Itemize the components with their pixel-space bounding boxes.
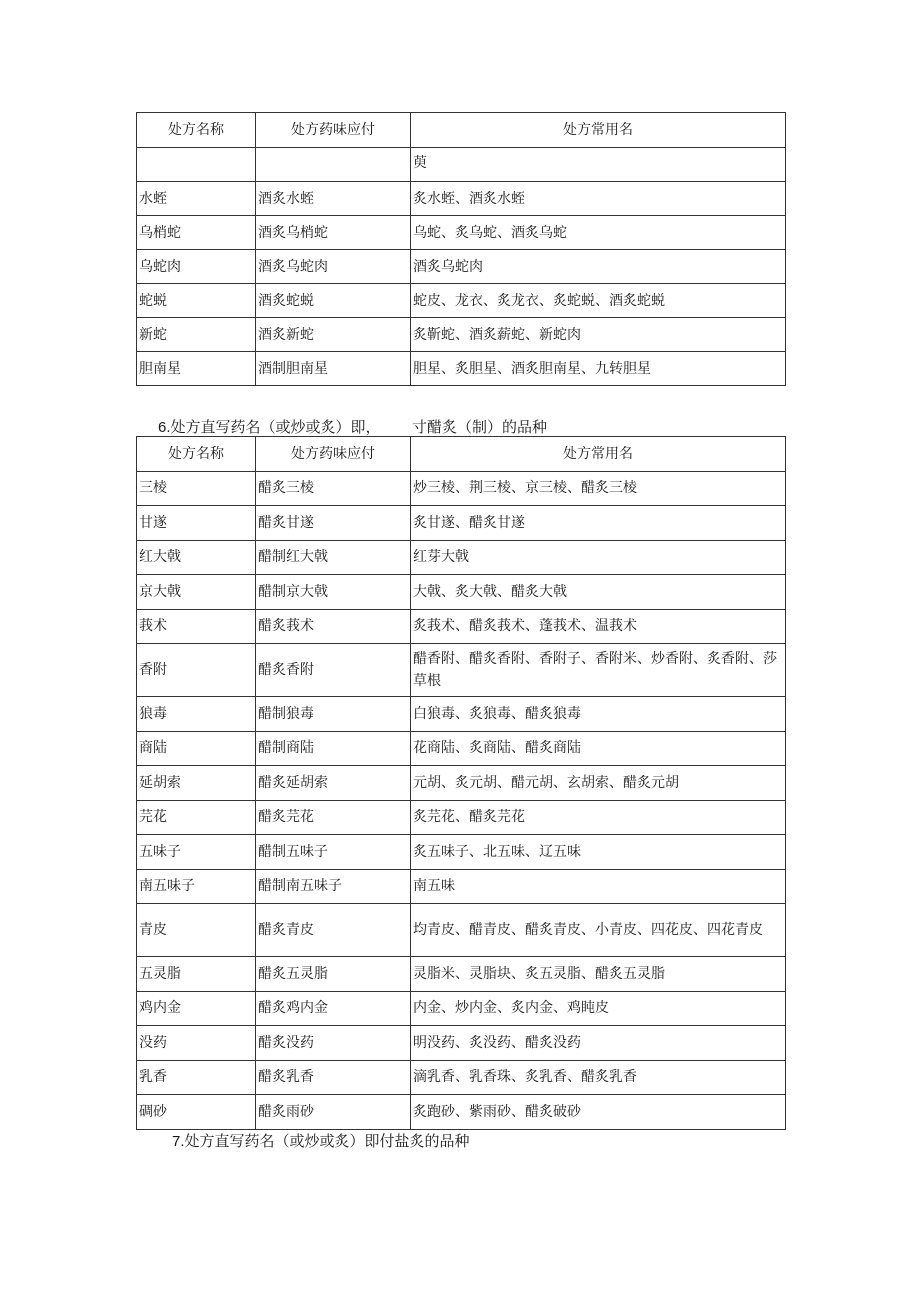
cell-prescription-name: 商陆 — [137, 731, 256, 766]
section-6-heading-continued — [412, 416, 547, 437]
table-row — [137, 352, 786, 386]
table-row — [137, 250, 786, 284]
cell-dispensed-drug: 酒炙乌梢蛇 — [256, 216, 411, 250]
cell-prescription-name: 乌蛇肉 — [137, 250, 256, 284]
cell-dispensed-drug: 酒炙水蛭 — [256, 182, 411, 216]
table-row — [137, 991, 786, 1026]
table-vinegar-processed — [136, 436, 786, 1130]
cell-dispensed-drug: 醋制京大戟 — [256, 575, 411, 610]
cell-prescription-name: 水蛭 — [137, 182, 256, 216]
table-row — [137, 318, 786, 352]
cell-dispensed-drug: 醋炙没药 — [256, 1026, 411, 1061]
cell-dispensed-drug: 醋炙乳香 — [256, 1060, 411, 1095]
table-row — [137, 731, 786, 766]
header-common-names: 处方常用名 — [411, 437, 786, 472]
cell-common-names: 大戟、炙大戟、醋炙大戟 — [411, 575, 786, 610]
cell-common-names: 白狼毒、炙狼毒、醋炙狼毒 — [411, 697, 786, 732]
header-prescription-name: 处方名称 — [137, 437, 256, 472]
table-row — [137, 766, 786, 801]
cell-prescription-name: 五味子 — [137, 835, 256, 870]
cell-common-names: 炒三棱、荆三棱、京三棱、醋炙三棱 — [411, 471, 786, 506]
table-row — [137, 575, 786, 610]
cell-prescription-name: 红大戟 — [137, 540, 256, 575]
cell-common-names: 炙靳蛇、酒炙薪蛇、新蛇肉 — [411, 318, 786, 352]
cell-dispensed-drug: 醋炙鸡内金 — [256, 991, 411, 1026]
header-dispensed-drug: 处方药味应付 — [256, 437, 411, 472]
cell-common-names: 均青皮、醋青皮、醋炙青皮、小青皮、四花皮、四花青皮 — [411, 904, 786, 957]
header-prescription-name: 处方名称 — [137, 113, 256, 148]
table-row — [137, 1060, 786, 1095]
cell-dispensed-drug: 醋制商陆 — [256, 731, 411, 766]
cell-prescription-name: 鸡内金 — [137, 991, 256, 1026]
cell-common-names: 炙甘遂、醋炙甘遂 — [411, 506, 786, 541]
cell-prescription-name: 新蛇 — [137, 318, 256, 352]
header-dispensed-drug: 处方药味应付 — [256, 113, 411, 148]
cell-prescription-name: 延胡索 — [137, 766, 256, 801]
cell-dispensed-drug: 酒炙蛇蜕 — [256, 284, 411, 318]
cell-prescription-name: 芫花 — [137, 800, 256, 835]
cell-common-names: 灵脂米、灵脂块、炙五灵脂、醋炙五灵脂 — [411, 957, 786, 992]
cell-common-names: 红芽大戟 — [411, 540, 786, 575]
cell-dispensed-drug: 醋炙香附 — [256, 644, 411, 697]
cell-common-names: 明没药、炙没药、醋炙没药 — [411, 1026, 786, 1061]
cell-prescription-name: 甘遂 — [137, 506, 256, 541]
cell-common-names: 蛇皮、龙衣、炙龙衣、炙蛇蜕、酒炙蛇蜕 — [411, 284, 786, 318]
cell-dispensed-drug: 醋制红大戟 — [256, 540, 411, 575]
cell-common-names: 胆星、炙胆星、酒炙胆南星、九转胆星 — [411, 352, 786, 386]
table-row — [137, 284, 786, 318]
cell-prescription-name: 乌梢蛇 — [137, 216, 256, 250]
table-row — [137, 957, 786, 992]
section-6-number: 6. — [158, 419, 171, 436]
cell-dispensed-drug: 酒炙乌蛇肉 — [256, 250, 411, 284]
cell-common-names: 炙莪术、醋炙莪术、蓬莪术、温莪术 — [411, 609, 786, 644]
table-row — [137, 182, 786, 216]
section-6-title-left: 处方直写药名（或炒或炙）即， — [170, 418, 381, 436]
cell-dispensed-drug: 醋炙延胡索 — [256, 766, 411, 801]
cell-prescription-name: 青皮 — [137, 904, 256, 957]
cell-dispensed-drug: 醋炙三棱 — [256, 471, 411, 506]
cell-prescription-name: 胆南星 — [137, 352, 256, 386]
cell-prescription-name: 莪术 — [137, 609, 256, 644]
cell-dispensed-drug: 醋炙芫花 — [256, 800, 411, 835]
cell-dispensed-drug: 醋炙莪术 — [256, 609, 411, 644]
table-header-row — [137, 437, 786, 472]
table-row — [137, 904, 786, 957]
cell-dispensed-drug: 醋炙青皮 — [256, 904, 411, 957]
table-row — [137, 800, 786, 835]
table-row — [137, 506, 786, 541]
table-row — [137, 697, 786, 732]
table-row — [137, 609, 786, 644]
cell-common-names: 萸 — [411, 148, 786, 182]
table-row — [137, 216, 786, 250]
table-header-row — [137, 113, 786, 148]
section-6-heading — [158, 416, 381, 437]
cell-common-names: 醋香附、醋炙香附、香附子、香附米、炒香附、炙香附、莎草根 — [411, 644, 786, 697]
cell-prescription-name: 五灵脂 — [137, 957, 256, 992]
cell-prescription-name: 蛇蜕 — [137, 284, 256, 318]
table-row — [137, 148, 786, 182]
cell-dispensed-drug: 醋炙五灵脂 — [256, 957, 411, 992]
cell-prescription-name: 三棱 — [137, 471, 256, 506]
cell-dispensed-drug — [256, 148, 411, 182]
section-7-heading — [172, 1130, 470, 1151]
cell-dispensed-drug: 醋炙雨砂 — [256, 1095, 411, 1130]
section-7-title: 处方直写药名（或炒或炙）即付盐炙的品种 — [184, 1132, 470, 1150]
table-wine-processed — [136, 112, 786, 386]
cell-common-names: 炙五味子、北五味、辽五味 — [411, 835, 786, 870]
cell-common-names: 乌蛇、炙乌蛇、酒炙乌蛇 — [411, 216, 786, 250]
cell-common-names: 滴乳香、乳香珠、炙乳香、醋炙乳香 — [411, 1060, 786, 1095]
cell-prescription-name: 乳香 — [137, 1060, 256, 1095]
cell-prescription-name: 狼毒 — [137, 697, 256, 732]
table-row — [137, 540, 786, 575]
section-6-title-right: 寸醋炙（制）的品种 — [412, 418, 548, 436]
table-row — [137, 471, 786, 506]
table-row — [137, 869, 786, 904]
cell-dispensed-drug: 酒炙新蛇 — [256, 318, 411, 352]
cell-prescription-name — [137, 148, 256, 182]
cell-dispensed-drug: 醋制南五味子 — [256, 869, 411, 904]
table-row — [137, 1095, 786, 1130]
cell-common-names: 炙芫花、醋炙芫花 — [411, 800, 786, 835]
section-7-number: 7. — [172, 1133, 185, 1150]
cell-common-names: 元胡、炙元胡、醋元胡、玄胡索、醋炙元胡 — [411, 766, 786, 801]
header-common-names: 处方常用名 — [411, 113, 786, 148]
table-row — [137, 644, 786, 697]
cell-common-names: 酒炙乌蛇肉 — [411, 250, 786, 284]
cell-dispensed-drug: 醋炙甘遂 — [256, 506, 411, 541]
cell-common-names: 花商陆、炙商陆、醋炙商陆 — [411, 731, 786, 766]
cell-common-names: 炙水蛭、酒炙水蛭 — [411, 182, 786, 216]
cell-prescription-name: 南五味子 — [137, 869, 256, 904]
cell-prescription-name: 香附 — [137, 644, 256, 697]
cell-prescription-name: 没药 — [137, 1026, 256, 1061]
cell-common-names: 南五味 — [411, 869, 786, 904]
cell-dispensed-drug: 酒制胆南星 — [256, 352, 411, 386]
cell-prescription-name: 京大戟 — [137, 575, 256, 610]
table-row — [137, 1026, 786, 1061]
table-row — [137, 835, 786, 870]
cell-dispensed-drug: 醋制狼毒 — [256, 697, 411, 732]
cell-common-names: 内金、炒内金、炙内金、鸡盹皮 — [411, 991, 786, 1026]
cell-prescription-name: 碉砂 — [137, 1095, 256, 1130]
cell-common-names: 炙跑砂、紫雨砂、醋炙破砂 — [411, 1095, 786, 1130]
cell-dispensed-drug: 醋制五味子 — [256, 835, 411, 870]
